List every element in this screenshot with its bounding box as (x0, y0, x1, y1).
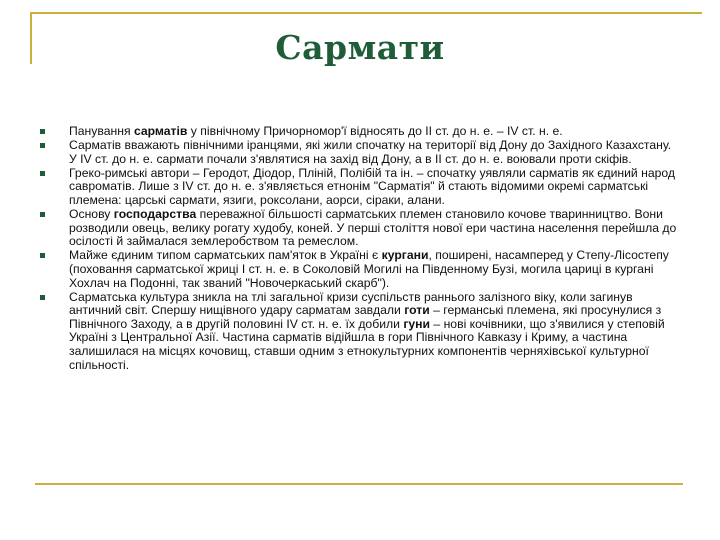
bullet-text: Сарматів вважають північними іранцями, які жили спочатку на території від Дону до Західного Казахстану. У IV ст. до н. е. сармати почали з'являтися на захід від Дону, а в ІІ ст. до н. е. воювали проти скіфів. (69, 138, 672, 166)
square-bullet-icon (40, 171, 45, 176)
bullet-text: Майже єдиним типом сарматських пам'яток в Україні є кургани, поширені, насамперед у Степу-Лісостепу (поховання сарматської жриці І ст. н. е. в Соколовій Могилі на Південному Бузі, могила цариці в кургані Хохлач на Подонні, так званий "Новочеркаський скарб"). (69, 248, 669, 290)
bullet-list (40, 125, 680, 373)
bullet-item (40, 125, 680, 139)
square-bullet-icon (40, 295, 45, 300)
bullet-item (40, 208, 680, 249)
bullet-item (40, 139, 680, 166)
bullet-text: Основу господарства переважної більшості сарматських племен становило кочове тваринництво. Вони розводили овець, велику рогату худобу, коней. У перші століття нової ери частина населення перейшла до осілості й займалася землеробством та ремеслом. (69, 207, 677, 249)
square-bullet-icon (40, 253, 45, 258)
bullet-text: Сарматська культура зникла на тлі загальної кризи суспільств раннього залізного віку, коли загинув античний світ. Спершу нищівного удару сарматам завдали готи – германські племена, які просунулися з Північного Заходу, а в другій половині IV ст. н. е. їх добили гуни – нові кочівники, що з'явилися у степовій Україні з Центральної Азії. Частина сарматів відійшла в гори Північного Кавказу і Криму, а частина залишилася на місцях кочовищ, ставши одним з етнокультурних компонентів черняхівської культурної спільності. (69, 289, 665, 372)
frame-bottom-line (35, 483, 683, 485)
square-bullet-icon (40, 212, 45, 217)
square-bullet-icon (40, 129, 45, 134)
bullet-text: Греко-римські автори – Геродот, Діодор, Пліній, Полібій та ін. – спочатку уявляли сарматів як єдиний народ савроматів. Лише з IV ст. до н. е. з'являється етнонім "Сарматія" й стають відомими окремі сарматські племена: царські сармати, язиги, роксолани, аорси, сіраки, алани. (69, 165, 676, 207)
square-bullet-icon (40, 143, 45, 148)
bullet-item (40, 167, 680, 208)
bullet-item (40, 249, 680, 290)
slide-title: Сармати (275, 28, 445, 67)
bullet-text: Панування сарматів у північному Причорномор'ї відносять до ІІ ст. до н. е. – IV ст. н. е. (69, 124, 563, 138)
frame-top-line (30, 12, 702, 14)
bullet-item (40, 291, 680, 373)
